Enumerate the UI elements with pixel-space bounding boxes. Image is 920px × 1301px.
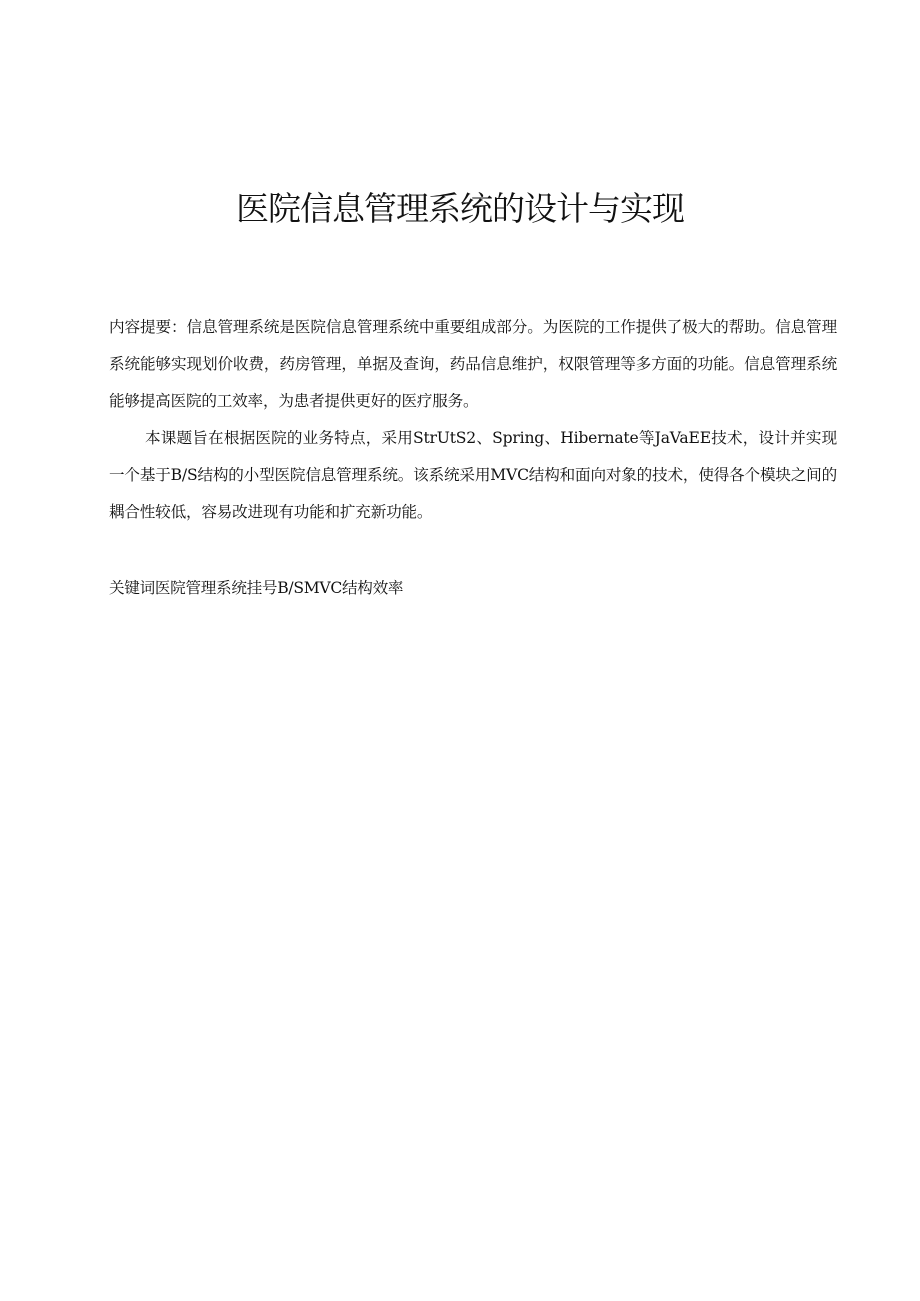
abstract-paragraph-2: 本课题旨在根据医院的业务特点，采用StrUtS2、Spring、Hibernate等JaVaEE技术，设计并实现一个基于B/S结构的小型医院信息管理系统。该系统采用MVC结构和面向对象的技术，使得各个模块之间的耦合性较低，容易改进现有功能和扩充新功能。 <box>109 429 837 521</box>
keywords-line: 关键词医院管理系统挂号B/SMVC结构效率 <box>109 579 404 597</box>
abstract-paragraph-1: 内容提要：信息管理系统是医院信息管理系统中重要组成部分。为医院的工作提供了极大的帮助。信息管理系统能够实现划价收费，药房管理，单据及查询，药品信息维护，权限管理等多方面的功能。信息管理系统能够提高医院的工效率，为患者提供更好的医疗服务。 <box>109 318 837 410</box>
document-title: 医院信息管理系统的设计与实现 <box>236 189 684 228</box>
